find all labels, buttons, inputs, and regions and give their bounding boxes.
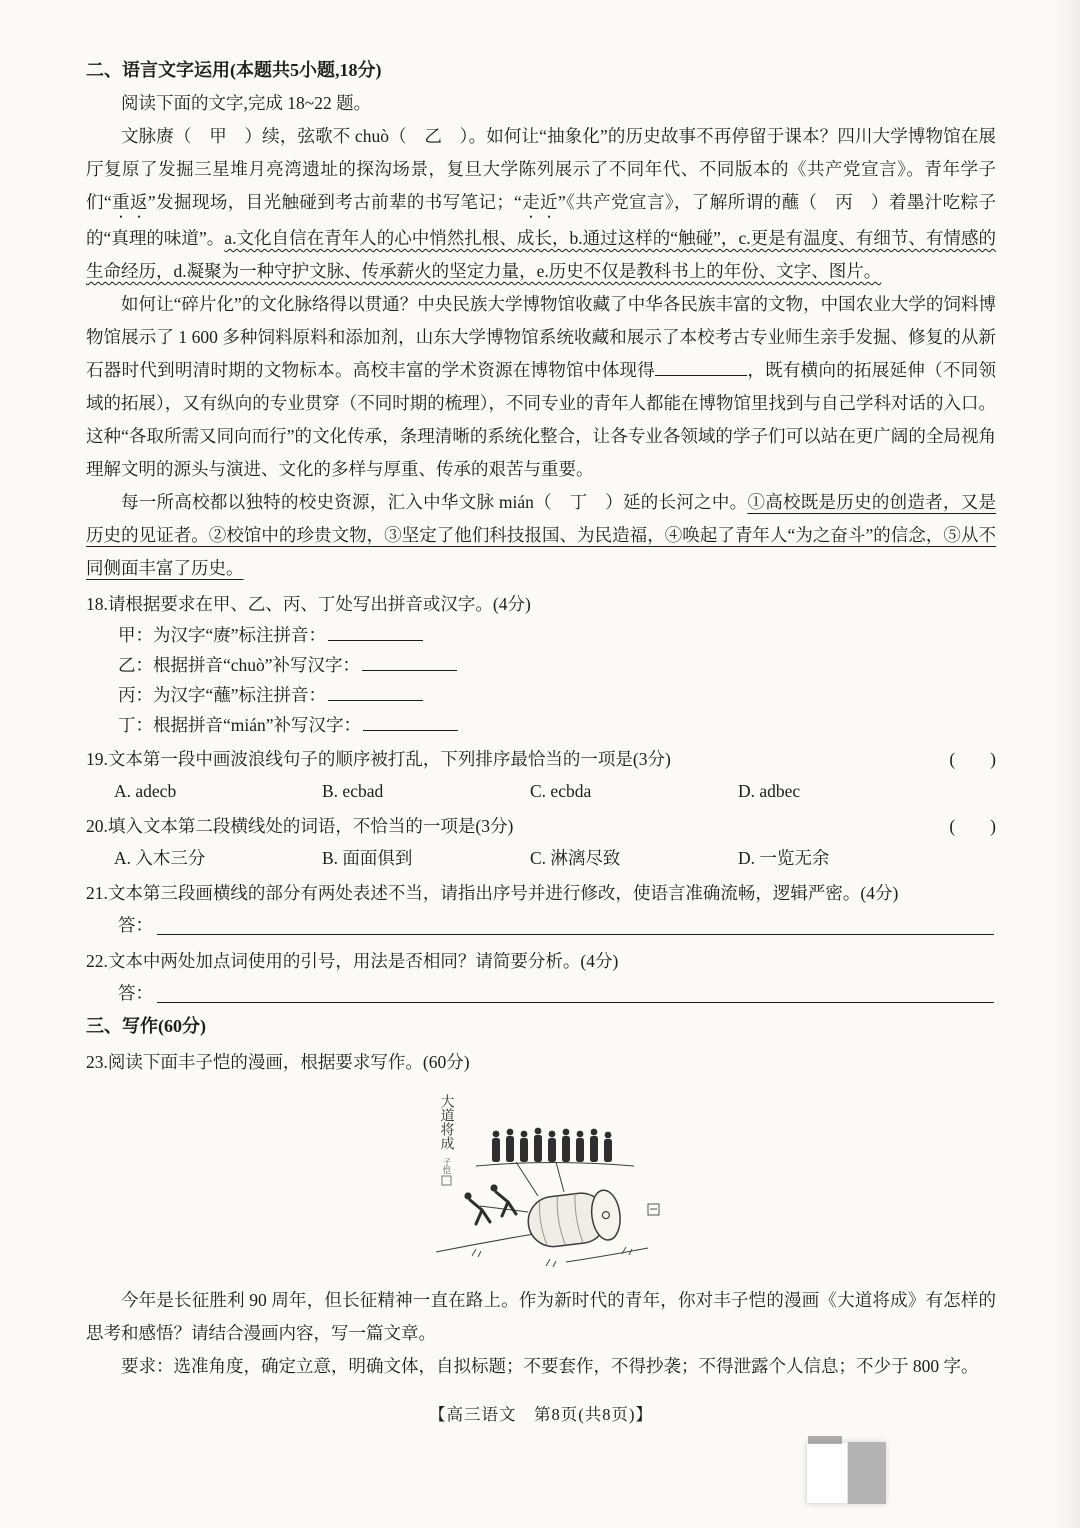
q19-stem-row [86,743,996,775]
q19-option: B. ecbad [322,781,384,801]
scan-edge-shade [1054,0,1080,1528]
answer-blank [363,718,458,731]
passage-segment-normal: ，既有横向的拓展延伸（不同领域的拓展），又有纵向的专业贯穿（不同时期的梳理），不同专业的青年人都能在博物馆里找到与自己学科对话的入口。这种“各取所需又同向而行”的文化传承，条理清晰的系统化整合，让各专业各领域的学子们可以站在更广阔的全局视角理解文明的源头与演进、文化的多样与厚重、传承的艰苦与重要。 [86,360,997,479]
q18-sub-item [118,680,996,710]
q21-stem: 21.文本第三段画横线的部分有两处表述不当，请指出序号并进行修改，使语言准确流畅，逻辑严密。(4分) [86,883,899,903]
page-footer: 【高三语文 第8页(共8页)】 [429,1405,653,1424]
passage-segment-normal: 发掘现场，目光触碰到考古前辈的书写笔记； [155,192,514,212]
watermark-remnant [808,1436,842,1444]
q19-answer-bracket: ( ) [949,749,996,769]
passage-segment-emphasis: “重返” [103,192,156,212]
passage-segment-normal: 如何让“碎片化”的文化脉络得以贯通？中央民族大学博物馆收藏了中华各民族丰富的文物，中国农业大学的饲料博物馆展示了 1 600 多种饲料原料和添加剂，山东大学博物馆系统收藏和展示了本校考古专业师生亲手发掘、修复的从新石器时代到明清时期的文物标本。高校丰富的学术资源在博物馆中体现得 [86,294,996,380]
cartoon-inscription: 大道将成 [438,1094,454,1150]
cartoon-grass [472,1247,632,1267]
cartoon-pullers [464,1184,516,1224]
cartoon-roller [525,1189,622,1250]
passage-segment-emphasis: “走近” [513,192,566,212]
q20-option: A. 入木三分 [114,848,206,868]
answer-blank [362,658,457,671]
q21-answer-line [157,934,994,935]
q23-para2: 要求：选准角度，确定立意，明确文体，自拟标题；不要套作，不得抄袭；不得泄露个人信息；不少于 800 字。 [121,1356,979,1376]
answer-blank [328,688,423,701]
q19-options [86,775,996,807]
q20-option: D. 一览无余 [738,848,830,868]
q18-items [86,620,996,740]
q19-option: A. adecb [114,781,177,801]
q20-options [86,842,996,874]
q19-stem: 19.文本第一段中画波浪线句子的顺序被打乱，下列排序最恰当的一项是(3分) [86,749,671,769]
section3-title: 三、写作(60分) [86,1016,206,1036]
q18-sub-item [118,710,996,740]
q23-para1: 今年是长征胜利 90 周年，但长征精神一直在路上。作为新时代的青年，你对丰子恺的漫画《大道将成》有怎样的思考和感悟？请结合漫画内容，写一篇文章。 [86,1290,996,1343]
q19-option: C. ecbda [530,781,592,801]
passage-segment-normal: 文脉赓（ 甲 ）续，弦歌不 chuò（ 乙 ）。如何让“抽象化”的历史故事不再停留于课本？四川大学博物馆在展厅复原了发掘三星堆月亮湾遗址的探沟场景，复旦大学陈列展示了不同年代、不同版本的《共产党宣言》。青年学子们 [86,126,996,212]
watermark-left [806,1442,848,1504]
q20-stem: 20.填入文本第二段横线处的词语，不恰当的一项是(3分) [86,816,514,836]
q22-stem: 22.文本中两处加点词使用的引号，用法是否相同？请简要分析。(4分) [86,951,619,971]
cartoon-artist-signature: 子恺 [442,1158,452,1174]
passage-paragraph [86,486,996,585]
cartoon-crowd [492,1128,612,1162]
passage-segment-blank [655,362,747,376]
watermark-right [848,1442,886,1504]
passage [86,120,996,585]
q18-sub-item [118,650,996,680]
q18-stem: 18.请根据要求在甲、乙、丙、丁处写出拼音或汉字。(4分) [86,594,531,614]
q18-sub-item [118,620,996,650]
passage-segment-normal: 《共产党宣言》，了解所谓的蘸（ 丙 ）着墨汁吃粽子的“真理的味道”。 [86,192,997,248]
cartoon-drawing [416,1084,666,1280]
q18-sub-label: 乙：根据拼音“chuò”补写汉字： [118,655,361,675]
q22-answer-label: 答： [118,983,153,1003]
q22-answer-line [157,1002,994,1003]
q18-sub-label: 丙：为汉字“蘸”标注拼音： [118,685,327,705]
q22-answer-row [86,977,996,1010]
q20-answer-bracket: ( ) [949,816,996,836]
q23-stem: 23.阅读下面丰子恺的漫画，根据要求写作。(60分) [86,1052,470,1072]
q21-answer-label: 答： [118,915,153,935]
passage-paragraph [86,288,996,486]
q21-answer-row [86,909,996,942]
section2-title: 二、语言文字运用(本题共5小题,18分) [86,60,382,80]
q18-sub-label: 甲：为汉字“赓”标注拼音： [118,625,327,645]
q20-option: B. 面面俱到 [322,848,413,868]
passage-segment-normal: 每一所高校都以独特的校史资源，汇入中华文脉 mián（ 丁 ）延的长河之中。 [121,492,748,512]
q20-stem-row [86,810,996,842]
q20-option: C. 淋漓尽致 [530,848,621,868]
answer-blank [328,628,423,641]
passage-segment-underline: ①高校既是历史的创造者，又是历史的见证者。②校馆中的珍贵文物，③坚定了他们科技报国、为民造福，④唤起了青年人“为之奋斗”的信念，⑤从不同侧面丰富了历史。 [86,492,996,578]
passage-intro: 阅读下面的文字,完成 18~22 题。 [121,93,372,113]
fengzikai-cartoon [86,1084,996,1280]
exam-page [86,54,996,1425]
passage-segment-wavy: a.文化自信在青年人的心中悄然扎根、成长，b.通过这样的“触碰”，c.更是有温度、有细节、有情感的生命经历，d.凝聚为一种守护文脉、传承薪火的坚定力量，e.历史不仅是教科书上的年份、文字、图片。 [86,228,996,281]
watermark-box [806,1442,886,1504]
q19-option: D. adbec [738,781,801,801]
q18-sub-label: 丁：根据拼音“mián”补写汉字： [118,715,362,735]
passage-paragraph [86,120,996,288]
cartoon-seal [442,1176,451,1185]
